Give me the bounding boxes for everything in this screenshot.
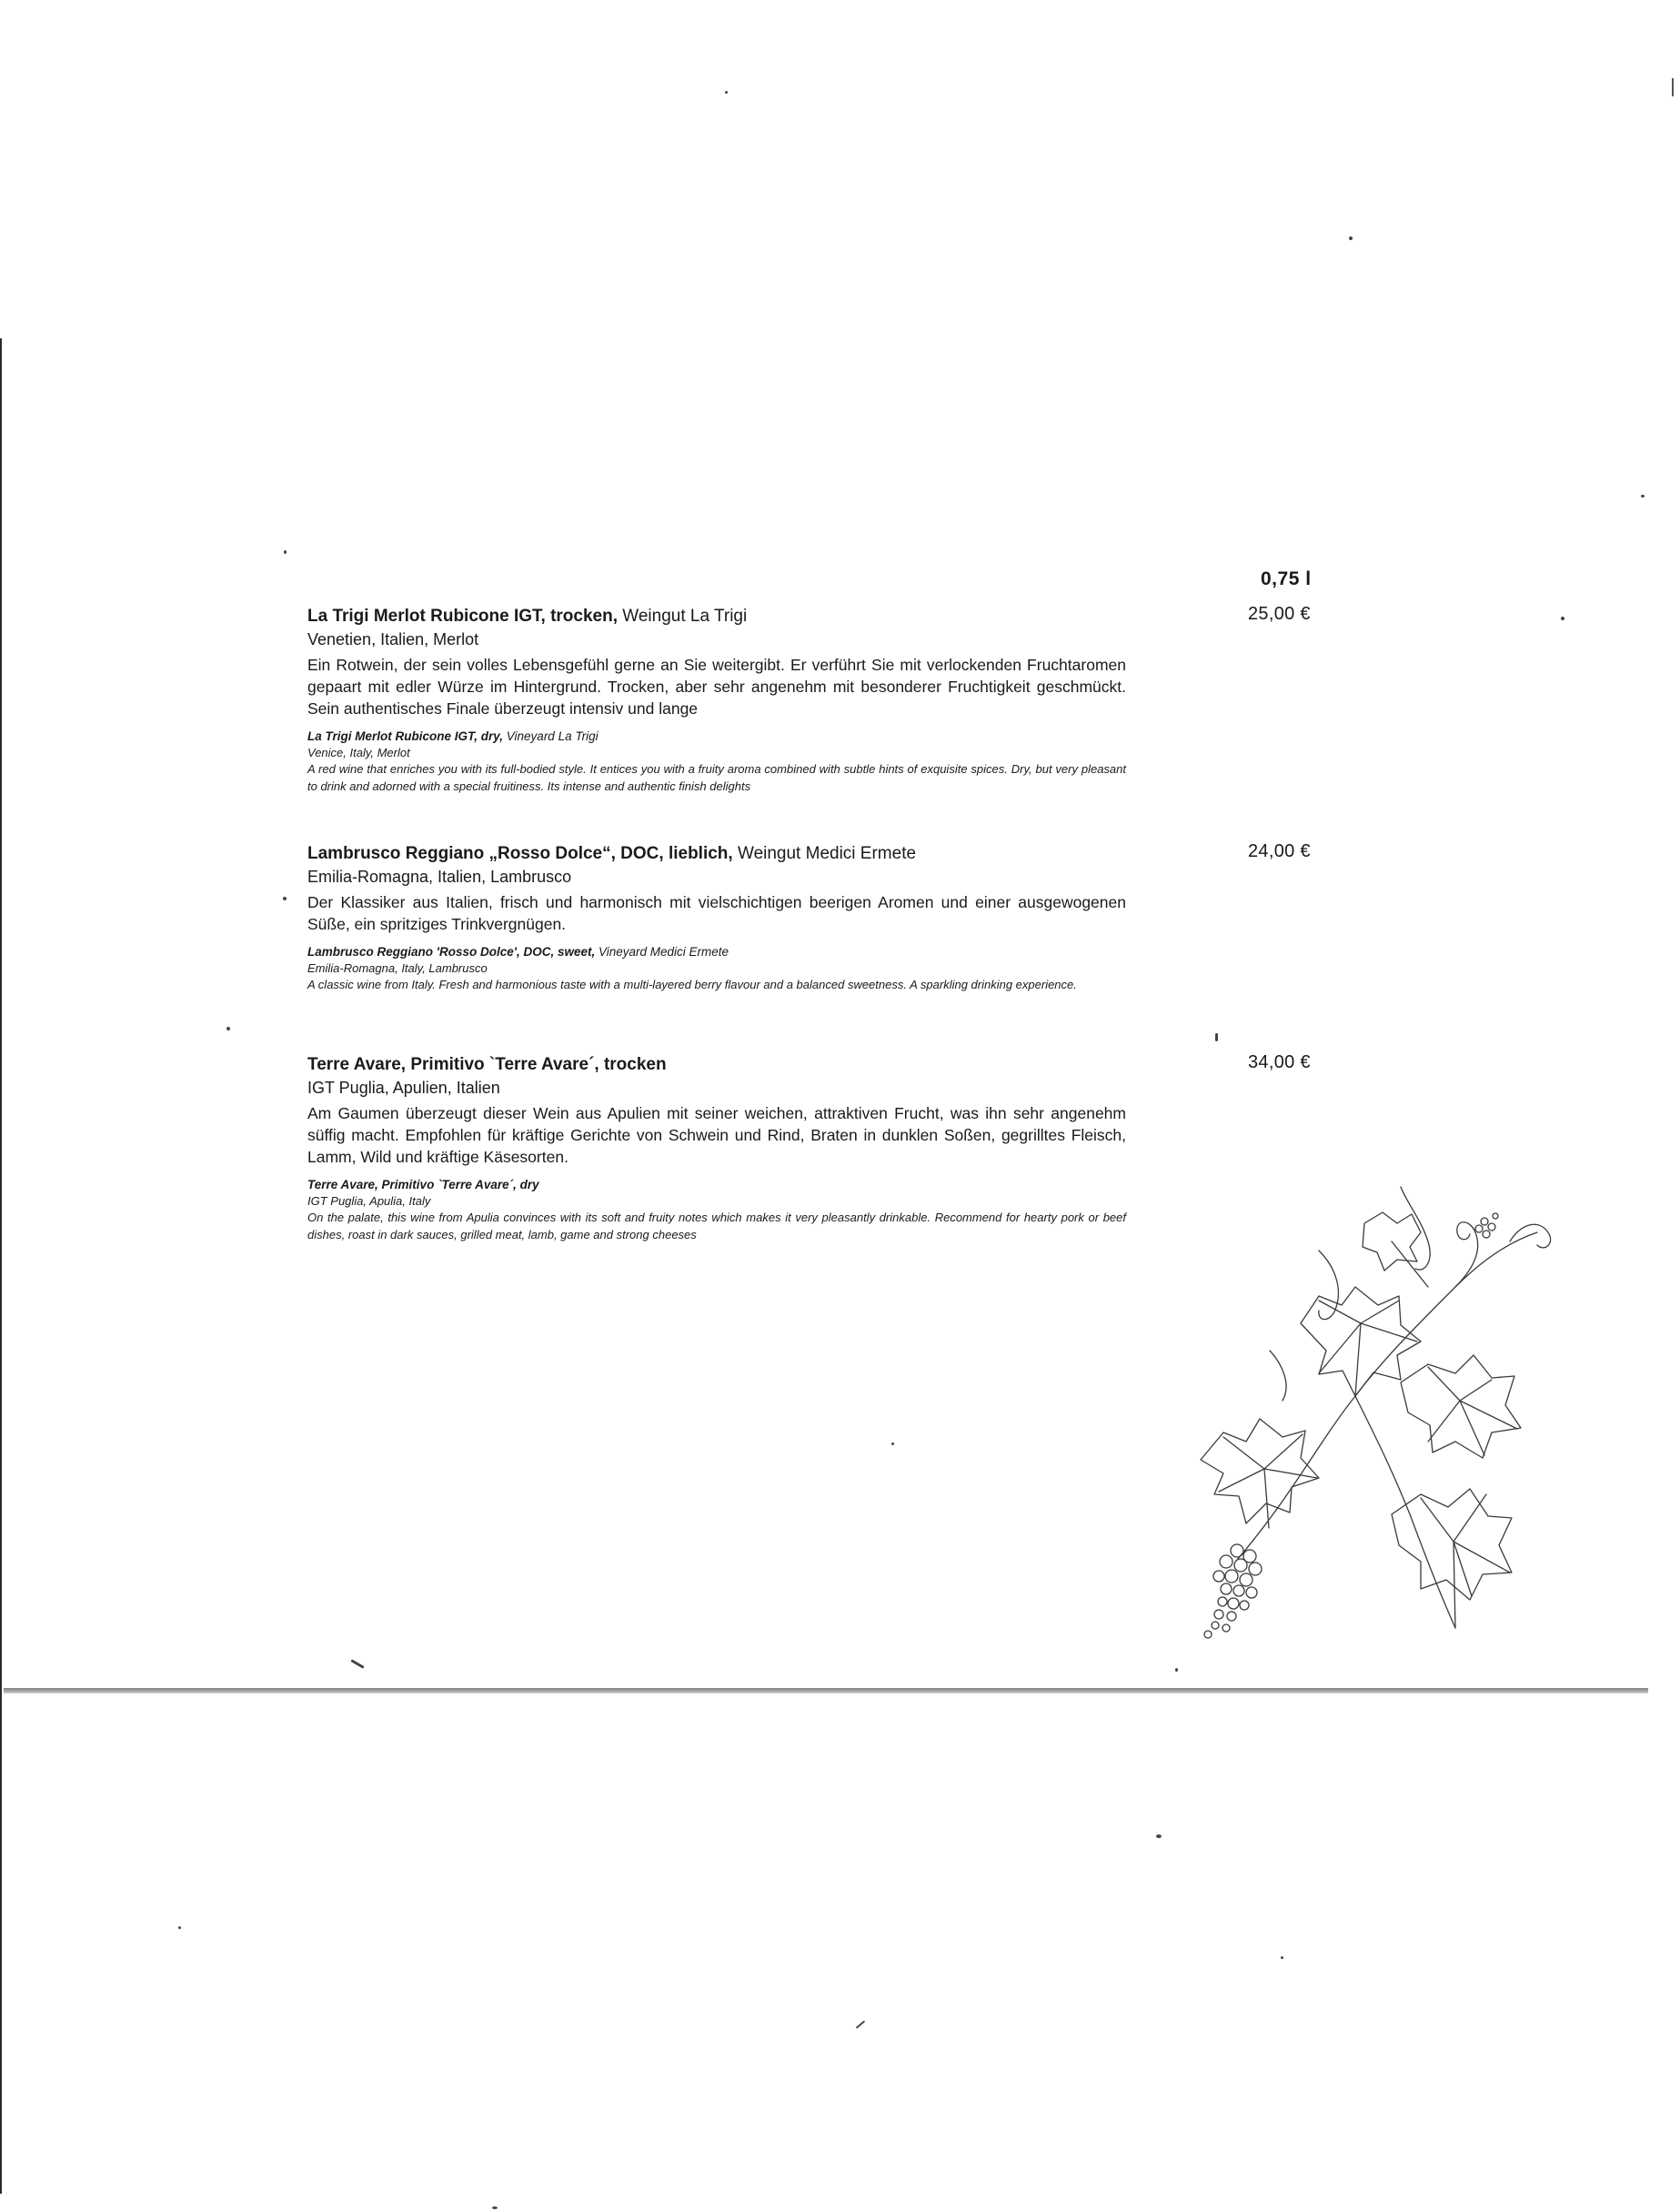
wine-entry-terre-avare [307, 1053, 1126, 1243]
wine-name: Lambrusco Reggiano „Rosso Dolce“, DOC, lieblich, [307, 844, 733, 863]
wine-english-title [307, 1177, 1126, 1193]
wine-title [307, 605, 1126, 628]
scan-speck [1175, 1668, 1178, 1672]
wine-english-block [307, 1177, 1126, 1243]
wine-price-la-trigi: 25,00 € [1248, 604, 1311, 624]
wine-english-origin: Venice, Italy, Merlot [307, 746, 410, 759]
wine-english-name: Terre Avare, Primitivo `Terre Avare´, dry [307, 1178, 539, 1191]
volume-header: 0,75 l [1261, 568, 1312, 589]
wine-origin: Emilia-Romagna, Italien, Lambrusco [307, 868, 572, 886]
wine-english-origin: Emilia-Romagna, Italy, Lambrusco [307, 961, 488, 975]
scan-speck [1561, 617, 1564, 620]
wine-english-description: On the palate, this wine from Apulia convinces with its soft and fruity notes which makes it very pleasantly drinkable. Recommend for hearty pork or beef dishes, roast in dark sauces, grilled meat, lamb, game and strong cheeses [307, 1211, 1126, 1241]
wine-title [307, 1053, 1126, 1077]
wine-title [307, 842, 1126, 866]
scan-speck [350, 1659, 364, 1669]
wine-english-name: La Trigi Merlot Rubicone IGT, dry, [307, 729, 504, 743]
wine-entry-la-trigi [307, 605, 1126, 795]
scan-left-edge-line [0, 338, 2, 2194]
bottom-divider-line [4, 1688, 1648, 1693]
scan-speck [891, 1442, 894, 1445]
wine-producer: Weingut Medici Ermete [732, 844, 917, 863]
wine-english-title [307, 729, 1126, 745]
wine-english-description: A classic wine from Italy. Fresh and harmonious taste with a multi-layered berry flavour and a balanced sweetness. A sparkling drinking experience. [307, 978, 1077, 991]
wine-entry-lambrusco [307, 842, 1126, 993]
wine-english-title [307, 944, 1126, 960]
wine-english-producer: Vineyard La Trigi [503, 729, 599, 743]
wine-producer: Weingut La Trigi [618, 607, 748, 626]
scan-edge-mark [1672, 78, 1674, 96]
wine-description: Der Klassiker aus Italien, frisch und harmonisch mit vielschichtigen beerigen Aromen und einer ausgewogenen Süße, ein spritziges Trinkvergnügen. [307, 893, 1126, 933]
scan-speck [1349, 236, 1353, 240]
scan-speck [1215, 1033, 1218, 1041]
scan-speck [1156, 1834, 1162, 1838]
wine-name: La Trigi Merlot Rubicone IGT, trocken, [307, 607, 618, 626]
scan-speck [725, 91, 728, 94]
wine-price-terre-avare: 34,00 € [1248, 1052, 1311, 1072]
wine-english-description: A red wine that enriches you with its full-bodied style. It entices you with a fruity aroma combined with subtle hints of exquisite spices. Dry, but very pleasant to drink and adorned with a special fruitiness. Its intense and authentic finish delights [307, 762, 1126, 793]
wine-name: Terre Avare, Primitivo `Terre Avare´, trocken [307, 1055, 667, 1074]
wine-english-producer: Vineyard Medici Ermete [595, 945, 729, 959]
scan-speck [178, 1926, 181, 1929]
wine-english-block [307, 944, 1126, 993]
scan-speck [283, 897, 287, 900]
wine-english-origin: IGT Puglia, Apulia, Italy [307, 1194, 431, 1208]
wine-english-block [307, 729, 1126, 795]
wine-description: Am Gaumen überzeugt dieser Wein aus Apulien mit seiner weichen, attraktiven Frucht, was ihn sehr angenehm süffig macht. Empfohlen für kräftige Gerichte von Schwein und Rind, Braten in dunklen Soßen, gegrilltes Fleisch, Lamm, Wild und kräftige Käsesorten. [307, 1104, 1126, 1166]
wine-description: Ein Rotwein, der sein volles Lebensgefühl gerne an Sie weitergibt. Er verführt Sie mit verlockenden Fruchtaromen gepaart mit edler Würze im Hintergrund. Trocken, aber sehr angenehm mit besonderer Fruchtigkeit geschmückt. Sein authentisches Finale überzeugt intensiv und lange [307, 656, 1126, 718]
scan-speck [856, 2020, 865, 2028]
scan-speck [284, 550, 287, 554]
wine-english-name: Lambrusco Reggiano 'Rosso Dolce', DOC, sweet, [307, 945, 596, 959]
scan-speck [226, 1027, 230, 1030]
wine-origin: Venetien, Italien, Merlot [307, 630, 479, 648]
scan-speck [1641, 495, 1645, 497]
wine-origin: IGT Puglia, Apulien, Italien [307, 1079, 500, 1097]
wine-price-lambrusco: 24,00 € [1248, 841, 1311, 861]
scan-speck [1281, 1956, 1283, 1959]
grapevine-illustration-icon [1182, 1169, 1564, 1655]
scan-speck [492, 2206, 498, 2209]
